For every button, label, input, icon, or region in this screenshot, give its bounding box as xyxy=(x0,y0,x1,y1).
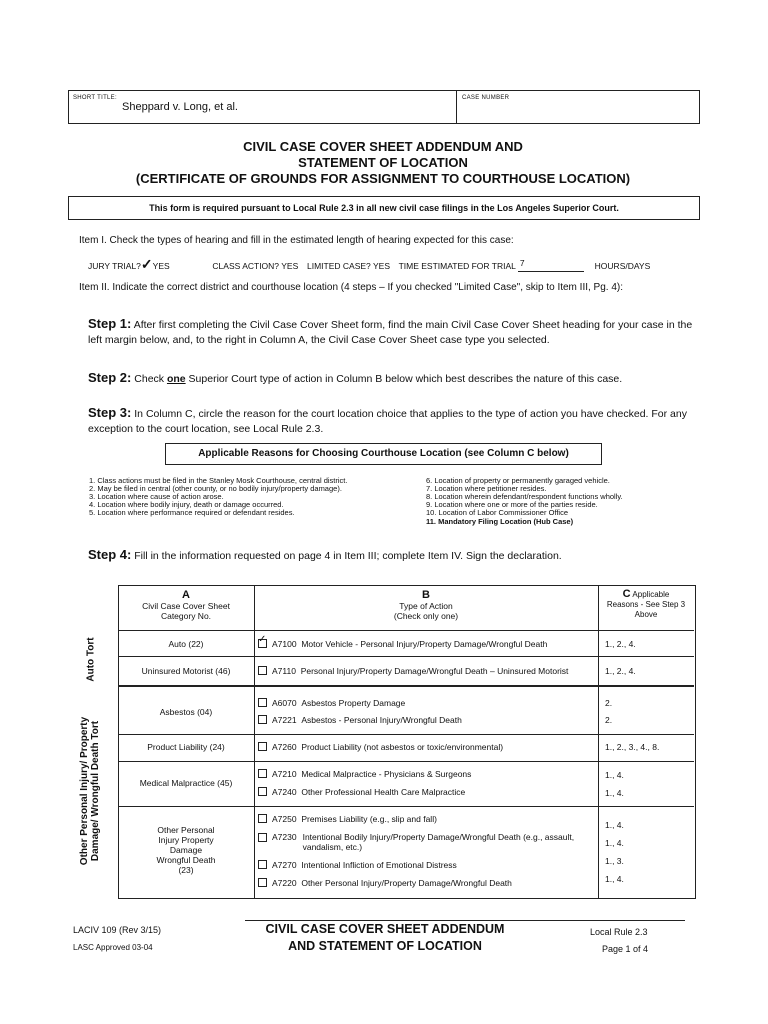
row-medical-action-2[interactable] xyxy=(258,787,598,797)
desc-a7110: Personal Injury/Property Damage/Wrongful Death – Uninsured Motorist xyxy=(300,666,569,676)
reasons-right-list xyxy=(426,477,696,526)
code-a7270: A7270 xyxy=(272,860,297,870)
col-a-header xyxy=(118,589,254,621)
col-b-letter: B xyxy=(422,589,430,601)
step-4-text: Fill in the information requested on page 4 in Item III; complete Item IV. Sign the declaration. xyxy=(134,550,562,562)
class-action-option[interactable]: CLASS ACTION? YES xyxy=(212,261,299,271)
row-medical-action-1[interactable] xyxy=(258,769,598,779)
reason-10: 10. Location of Labor Commissioner Office xyxy=(426,508,569,517)
row-uninsured-category: Uninsured Motorist (46) xyxy=(141,666,231,676)
col-a-letter: A xyxy=(182,589,190,601)
time-estimated-field[interactable] xyxy=(518,258,584,272)
notice-text: This form is required pursuant to Local Rule 2.3 in all new civil case filings in the Los Angeles Superior Court. xyxy=(149,203,619,213)
reasons-a7240: 1., 4. xyxy=(605,788,624,798)
case-number-label: CASE NUMBER xyxy=(462,95,510,101)
reasons-a7100: 1., 2., 4. xyxy=(605,639,636,649)
row-other-pi-action-4[interactable] xyxy=(258,878,598,888)
reason-9: 9. Location where one or more of the parties reside. xyxy=(426,500,598,509)
row-asbestos-action-1[interactable] xyxy=(258,698,598,708)
footer-approved: LASC Approved 03-04 xyxy=(73,943,153,952)
reasons-a6070: 2. xyxy=(605,698,613,708)
desc-a7230: Intentional Bodily Injury/Property Damage/Wrongful Death (e.g., assault, vandalism, etc.) xyxy=(302,832,575,852)
reason-11: 11. Mandatory Filing Location (Hub Case) xyxy=(426,517,574,526)
code-a7210: A7210 xyxy=(272,769,297,779)
desc-a7220: Other Personal Injury/Property Damage/Wrongful Death xyxy=(301,878,512,888)
reasons-left-list xyxy=(89,477,419,517)
step-3 xyxy=(88,405,688,437)
reasons-a7110: 1., 2., 4. xyxy=(605,666,636,676)
row-divider-medical xyxy=(118,806,694,807)
reasons-a7220: 1., 4. xyxy=(605,874,624,884)
code-a6070: A6070 xyxy=(272,698,297,708)
row-auto-action[interactable] xyxy=(258,639,598,649)
checkbox-a7230[interactable] xyxy=(258,833,267,842)
title-line-2: STATEMENT OF LOCATION xyxy=(298,155,468,170)
col-a-sub2: Category No. xyxy=(160,611,212,621)
code-a7260: A7260 xyxy=(272,742,297,752)
item-1-text: Item I. Check the types of hearing and fill in the estimated length of hearing expected for this case: xyxy=(79,235,514,246)
reason-3: 3. Location where cause of action arose. xyxy=(89,492,224,501)
footer-rule xyxy=(245,920,685,921)
row-other-pi-action-1[interactable] xyxy=(258,814,598,824)
reasons-a7210: 1., 4. xyxy=(605,770,624,780)
checkbox-a7270[interactable] xyxy=(258,860,267,869)
reason-7: 7. Location where petitioner resides. xyxy=(426,484,547,493)
checkbox-a7210[interactable] xyxy=(258,769,267,778)
title-line-1: CIVIL CASE COVER SHEET ADDENDUM AND xyxy=(243,139,523,154)
reasons-a7230: 1., 4. xyxy=(605,838,624,848)
reason-8: 8. Location wherein defendant/respondent functions wholly. xyxy=(426,492,623,501)
step-4-label: Step 4: xyxy=(88,547,132,562)
days-label: DAYS xyxy=(627,261,651,271)
row-asbestos-category: Asbestos (04) xyxy=(159,707,213,717)
short-title-label: SHORT TITLE: xyxy=(73,95,117,101)
step-1-label: Step 1: xyxy=(88,316,132,331)
step-1-text: After first completing the Civil Case Cover Sheet form, find the main Civil Case Cover Sheet heading for your case in the left margin below, and, to the right in Column A, the Civil Case Cover Sheet case type you selected. xyxy=(88,319,693,346)
code-a7240: A7240 xyxy=(272,787,297,797)
hearing-options xyxy=(88,256,650,273)
jury-yes: YES xyxy=(152,261,170,271)
time-estimated-value: 7 xyxy=(519,258,525,268)
row-divider-group xyxy=(118,685,694,687)
col-b-sub1: Type of Action xyxy=(399,601,453,611)
row-divider-header xyxy=(118,630,694,631)
checkbox-a6070[interactable] xyxy=(258,698,267,707)
table-col-divider-bc xyxy=(598,585,599,898)
desc-a7240: Other Professional Health Care Malpractice xyxy=(301,787,466,797)
time-estimated-label: TIME ESTIMATED FOR TRIAL xyxy=(398,261,516,271)
limited-case-option[interactable]: LIMITED CASE? YES xyxy=(307,261,390,271)
step-2-text-a: Check xyxy=(134,373,165,385)
row-medical-category: Medical Malpractice (45) xyxy=(139,778,233,788)
checkbox-a7100[interactable] xyxy=(258,639,267,648)
footer-page: Page 1 of 4 xyxy=(602,944,649,954)
row-product-category: Product Liability (24) xyxy=(147,742,225,752)
group-label-other-pi: Other Personal Injury/ Property Damage/ Wrongful Death Tort xyxy=(79,716,101,866)
reasons-header-box xyxy=(165,443,602,465)
footer-title-1: CIVIL CASE COVER SHEET ADDENDUM xyxy=(265,922,505,936)
reasons-a7250: 1., 4. xyxy=(605,820,624,830)
footer-rule-ref: Local Rule 2.3 xyxy=(590,927,648,937)
footer-form-id: LACIV 109 (Rev 3/15) xyxy=(73,925,162,935)
desc-a7270: Intentional Infliction of Emotional Distress xyxy=(301,860,457,870)
footer-title-2: AND STATEMENT OF LOCATION xyxy=(288,939,482,953)
jury-trial-label: JURY TRIAL? xyxy=(88,261,141,271)
row-auto-category: Auto (22) xyxy=(168,639,204,649)
col-b-header xyxy=(254,589,598,621)
col-c-sub0: Applicable xyxy=(632,590,670,599)
code-a7110: A7110 xyxy=(272,666,296,676)
code-a7221: A7221 xyxy=(272,715,297,725)
step-4 xyxy=(88,547,693,564)
title-line-3: (CERTIFICATE OF GROUNDS FOR ASSIGNMENT TO COURTHOUSE LOCATION) xyxy=(135,171,631,186)
desc-a7210: Medical Malpractice - Physicians & Surgeons xyxy=(301,769,472,779)
desc-a7250: Premises Liability (e.g., slip and fall) xyxy=(301,814,437,824)
checkbox-a7240[interactable] xyxy=(258,787,267,796)
code-a7230: A7230 xyxy=(272,832,297,842)
row-divider-product xyxy=(118,761,694,762)
col-b-sub2: (Check only one) xyxy=(393,611,459,621)
reason-6: 6. Location of property or permanently garaged vehicle. xyxy=(426,476,610,485)
row-other-pi-action-3[interactable] xyxy=(258,860,598,870)
col-c-letter: C xyxy=(622,588,631,600)
reason-1: 1. Class actions must be filed in the Stanley Mosk Courthouse, central district. xyxy=(89,476,348,485)
step-3-label: Step 3: xyxy=(88,405,132,420)
reasons-a7260: 1., 2., 3., 4., 8. xyxy=(605,742,660,752)
row-uninsured-action[interactable] xyxy=(258,666,598,676)
row-divider-asbestos xyxy=(118,734,694,735)
header-divider xyxy=(456,90,457,123)
row-other-pi-action-2[interactable] xyxy=(258,832,598,852)
reason-2: 2. May be filed in central (other county, or no bodily injury/property damage). xyxy=(89,484,342,493)
desc-a7100: Motor Vehicle - Personal Injury/Property Damage/Wrongful Death xyxy=(301,639,548,649)
code-a7100: A7100 xyxy=(272,639,297,649)
item-2-text: Item II. Indicate the correct district and courthouse location (4 steps – If you checked "Limited Case", skip to Item III, Pg. 4): xyxy=(79,282,624,293)
desc-a6070: Asbestos Property Damage xyxy=(301,698,406,708)
desc-a7260: Product Liability (not asbestos or toxic/environmental) xyxy=(301,742,504,752)
table-col-divider-ab xyxy=(254,585,255,898)
row-product-action[interactable] xyxy=(258,742,598,752)
checkbox-a7250[interactable] xyxy=(258,814,267,823)
step-2-one: one xyxy=(166,373,186,385)
step-1 xyxy=(88,316,693,348)
reason-4: 4. Location where bodily injury, death or damage occurred. xyxy=(89,500,284,509)
hours-label: HOURS/ xyxy=(594,261,628,271)
col-c-sub1: Reasons - See Step 3 xyxy=(606,600,686,609)
checkbox-a7220[interactable] xyxy=(258,878,267,887)
row-other-pi-category: Other Personal Injury Property Damage Wrongful Death (23) xyxy=(156,825,216,875)
checkbox-a7260[interactable] xyxy=(258,742,267,751)
step-2 xyxy=(88,370,693,387)
reasons-header-text: Applicable Reasons for Choosing Courthouse Location (see Column C below) xyxy=(198,448,569,459)
step-2-label: Step 2: xyxy=(88,370,132,385)
col-c-header xyxy=(598,589,694,620)
code-a7250: A7250 xyxy=(272,814,297,824)
col-a-sub1: Civil Case Cover Sheet xyxy=(142,601,230,611)
row-divider-auto xyxy=(118,656,694,657)
notice-box xyxy=(68,196,700,220)
col-c-sub2: Above xyxy=(634,610,658,619)
reasons-a7221: 2. xyxy=(605,715,613,725)
reasons-a7270: 1., 3. xyxy=(605,856,624,866)
checkbox-a7221[interactable] xyxy=(258,715,267,724)
code-a7220: A7220 xyxy=(272,878,297,888)
step-2-text-b: Superior Court type of action in Column B below which best describes the nature of this case. xyxy=(188,373,623,385)
checkbox-a7110[interactable] xyxy=(258,666,267,675)
jury-check-mark[interactable]: ✓ xyxy=(140,256,153,272)
reason-5: 5. Location where performance required or defendant resides. xyxy=(89,508,295,517)
desc-a7221: Asbestos - Personal Injury/Wrongful Death xyxy=(301,715,462,725)
group-label-auto-tort: Auto Tort xyxy=(85,637,97,682)
step-3-text: In Column C, circle the reason for the court location choice that applies to the type of action you have checked. For any exception to the court location, see Local Rule 2.3. xyxy=(88,408,687,435)
row-asbestos-action-2[interactable] xyxy=(258,715,598,725)
short-title-value: Sheppard v. Long, et al. xyxy=(122,101,238,113)
